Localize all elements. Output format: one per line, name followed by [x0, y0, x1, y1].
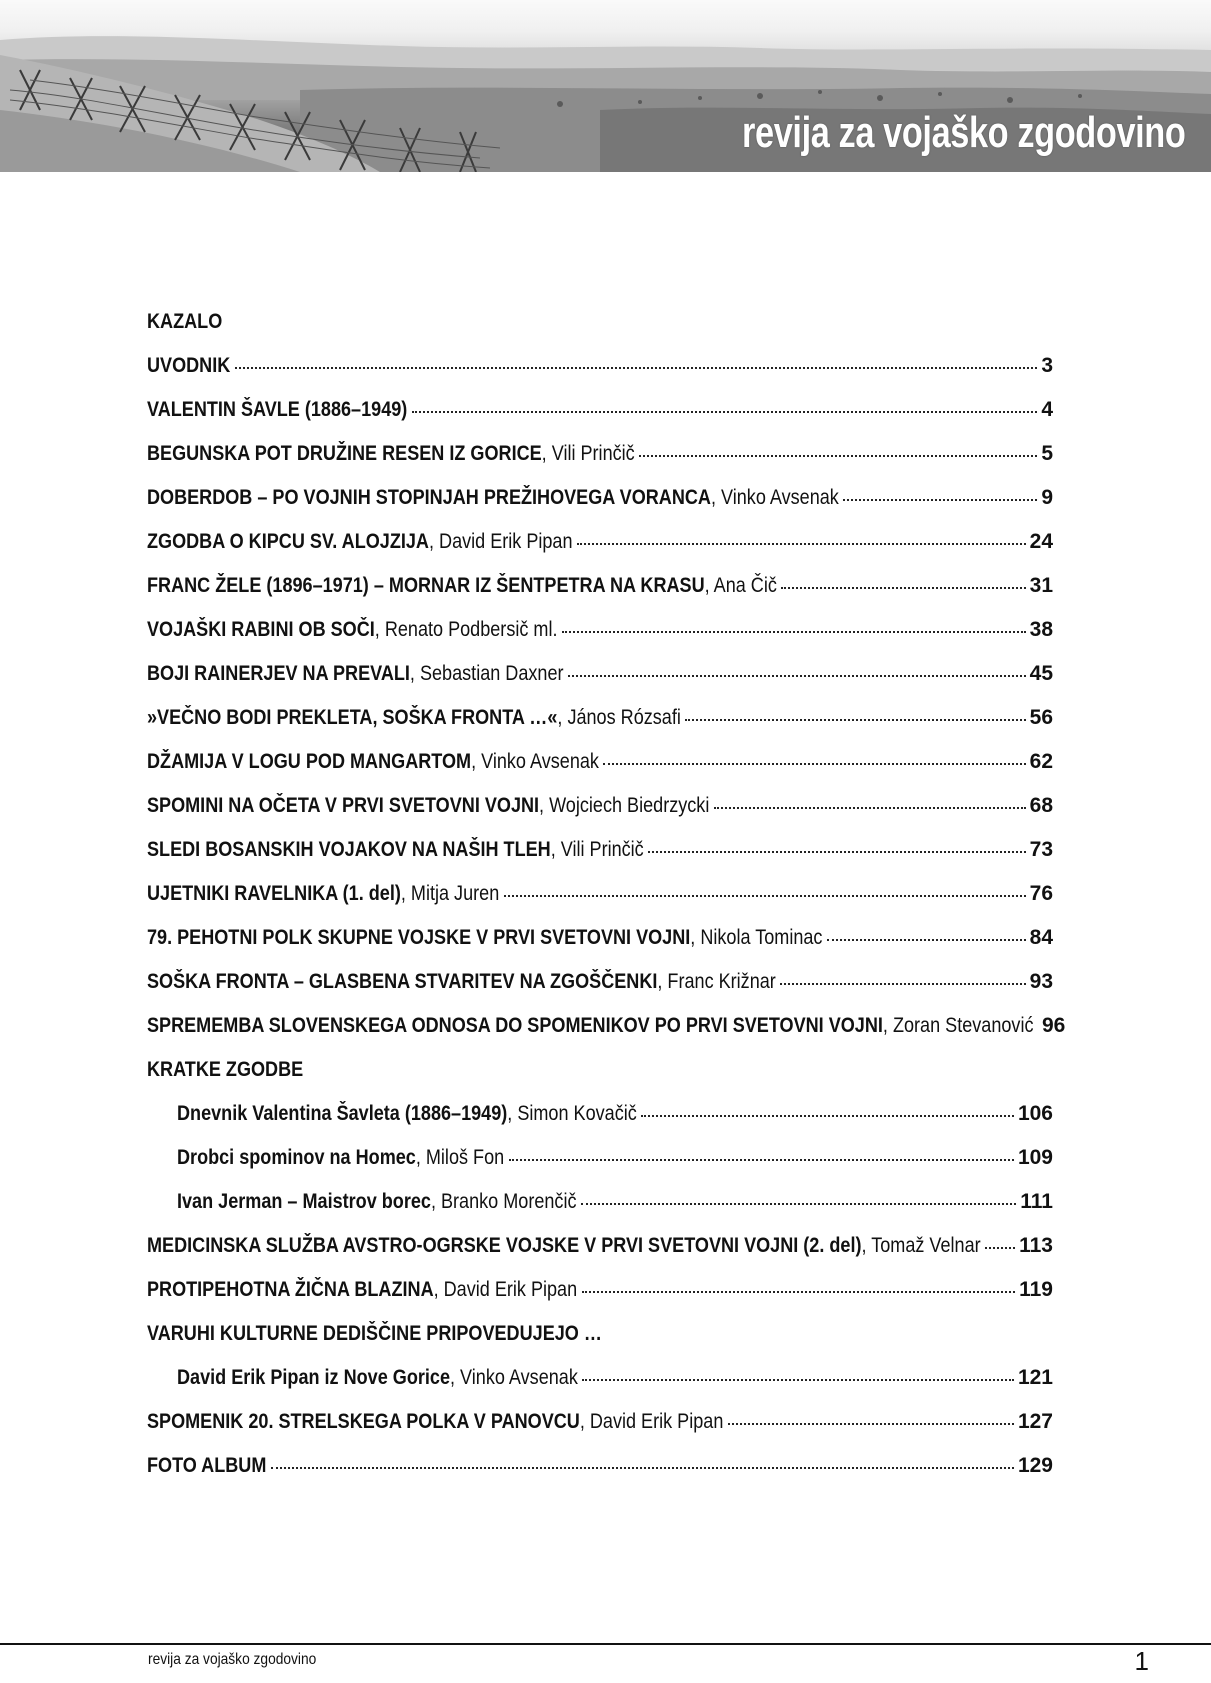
toc-entry-text-inner [147, 1319, 602, 1349]
page-number: 1 [1134, 1646, 1149, 1676]
toc-entry-author: , Branko Morenčič [430, 1190, 577, 1213]
toc-entry-author: , Vinko Avsenak [471, 750, 599, 773]
toc-entry-title: SOŠKA FRONTA – GLASBENA STVARITEV NA ZGOŠČENKI [147, 970, 658, 993]
toc-entry-page: 119 [1019, 1278, 1053, 1301]
toc-entry-title: KRATKE ZGODBE [147, 1058, 304, 1081]
toc-entry [147, 571, 1053, 615]
toc-entry-text-inner [147, 1275, 577, 1305]
toc-entry-author: , Tomaž Velnar [861, 1234, 981, 1257]
toc-entry-text-inner [147, 747, 599, 777]
toc-entry-text [147, 879, 500, 909]
toc-entry-text [147, 1231, 981, 1261]
toc-leader-dots [562, 631, 1026, 633]
toc-entry-title: SPOMENIK 20. STRELSKEGA POLKA V PANOVCU [147, 1410, 580, 1433]
toc-entry [147, 351, 1053, 395]
toc-entry-text-inner [147, 659, 564, 689]
toc-entry-text [147, 1055, 304, 1085]
toc-leader-dots [577, 543, 1026, 545]
toc-entry-title: PROTIPEHOTNA ŽIČNA BLAZINA [147, 1278, 434, 1301]
toc-leader-dots [781, 587, 1026, 589]
toc-entry-page: 96 [1042, 1014, 1066, 1037]
toc-entry-title: VOJAŠKI RABINI OB SOČI [147, 618, 375, 641]
toc-entry-page: 127 [1017, 1410, 1053, 1433]
toc-entry-page: 31 [1029, 574, 1053, 597]
toc-entry-text-inner [147, 527, 573, 557]
toc-entry-text [147, 615, 558, 645]
toc-entry-title: DOBERDOB – PO VOJNIH STOPINJAH PREŽIHOVEGA VORANCA [147, 486, 711, 509]
toc-entry [147, 1363, 1053, 1407]
toc-leader-dots [581, 1203, 1016, 1205]
toc-leader-dots [504, 895, 1026, 897]
toc-entry-title: UJETNIKI RAVELNIKA (1. del) [147, 882, 401, 905]
toc-entry-title: VALENTIN ŠAVLE (1886–1949) [147, 398, 408, 421]
toc-entry-text [147, 747, 599, 777]
toc-entry [147, 1143, 1053, 1187]
toc-entry [147, 1319, 1053, 1363]
toc-entry-author: , Sebastian Daxner [409, 662, 564, 685]
toc-entry-text [177, 1143, 505, 1173]
toc-entry-title: SPREMEMBA SLOVENSKEGA ODNOSA DO SPOMENIKOV PO PRVI SVETOVNI VOJNI [147, 1014, 883, 1037]
toc-entry-text [147, 1275, 578, 1305]
toc-entry-title: BEGUNSKA POT DRUŽINE RESEN IZ GORICE [147, 442, 542, 465]
toc-entry-title: Drobci spominov na Homec [177, 1146, 416, 1169]
toc-entry-author: , Vili Prinčič [541, 442, 635, 465]
toc-entry-page: 93 [1029, 970, 1053, 993]
toc-entry-page: 76 [1029, 882, 1053, 905]
toc-entry-text-inner [147, 1407, 723, 1437]
toc-entry-title: FOTO ALBUM [147, 1454, 267, 1477]
toc-entry-author: , Vinko Avsenak [710, 486, 839, 509]
toc-entry [147, 1055, 1053, 1099]
toc-entry [147, 527, 1053, 571]
toc-entry-title: »VEČNO BODI PREKLETA, SOŠKA FRONTA …« [147, 706, 558, 729]
toc-entry-author: , Simon Kovačič [507, 1102, 637, 1125]
toc-entry-author: , Miloš Fon [415, 1146, 505, 1169]
toc-leader-dots [582, 1291, 1015, 1293]
toc-entry [147, 747, 1053, 791]
toc-entry [147, 483, 1053, 527]
toc-entry-text [147, 1011, 1034, 1041]
toc-entry-text-inner [147, 439, 635, 469]
toc-entry [147, 703, 1053, 747]
toc-entry-page: 9 [1041, 486, 1053, 509]
toc-entry-page: 4 [1041, 398, 1053, 421]
toc-entry-title: FRANC ŽELE (1896–1971) – MORNAR IZ ŠENTPETRA NA KRASU [147, 574, 705, 597]
toc-leader-dots [509, 1159, 1014, 1161]
toc-entry-title: DŽAMIJA V LOGU POD MANGARTOM [147, 750, 472, 773]
toc-entry-text [147, 835, 644, 865]
toc-entry-author: , David Erik Pipan [433, 1278, 578, 1301]
toc-leader-dots [827, 939, 1026, 941]
toc-leader-dots [603, 763, 1026, 765]
toc-entry-title: SLEDI BOSANSKIH VOJAKOV NA NAŠIH TLEH [147, 838, 551, 861]
toc-entry [147, 1231, 1053, 1275]
toc-leader-dots [728, 1423, 1014, 1425]
toc-leader-dots [641, 1115, 1014, 1117]
toc-entry-author: , David Erik Pipan [579, 1410, 724, 1433]
toc-entry-page: 24 [1029, 530, 1053, 553]
toc-entry-text-inner [147, 1055, 303, 1085]
toc-entry-text [147, 439, 635, 469]
toc-entry-page: 68 [1029, 794, 1053, 817]
toc-leader-dots [639, 455, 1037, 457]
toc-leader-dots [714, 807, 1026, 809]
toc-entry-text [147, 967, 776, 997]
toc-entry-page: 73 [1029, 838, 1053, 861]
toc-entry-page: 84 [1029, 926, 1053, 949]
toc-entry-text-inner [147, 879, 499, 909]
toc-entry [147, 835, 1053, 879]
toc-entry [147, 1275, 1053, 1319]
toc-entry-page: 109 [1017, 1146, 1053, 1169]
toc-entry-author: , Renato Podbersič ml. [374, 618, 558, 641]
toc-entry-page: 5 [1041, 442, 1053, 465]
toc-entry-title: VARUHI KULTURNE DEDIŠČINE PRIPOVEDUJEJO … [147, 1322, 602, 1345]
toc-entry-title: ZGODBA O KIPCU SV. ALOJZIJA [147, 530, 429, 553]
toc-leader-dots [235, 367, 1037, 369]
toc-entry-text [147, 527, 573, 557]
toc-entry [147, 1011, 1066, 1055]
toc-entry-text [147, 483, 839, 513]
toc-entry-text-inner [147, 835, 644, 865]
toc-entry-text-inner [147, 483, 839, 513]
toc-entry-text-inner [147, 615, 557, 645]
toc-leader-dots [780, 983, 1026, 985]
toc-entry-text [147, 703, 681, 733]
toc-entry-author: , Vinko Avsenak [450, 1366, 578, 1389]
toc-entry-title: SPOMINI NA OČETA V PRVI SVETOVNI VOJNI [147, 794, 540, 817]
toc-entry-text [147, 1319, 602, 1349]
toc-entry-text [147, 791, 710, 821]
toc-entry-page: 106 [1017, 1102, 1053, 1125]
toc-entry [147, 1099, 1053, 1143]
toc-entry-page: 113 [1019, 1234, 1053, 1257]
toc-heading: KAZALO [147, 310, 223, 333]
toc-entry-author: , David Erik Pipan [428, 530, 573, 553]
toc-entry-text [147, 395, 408, 425]
toc-entry [147, 615, 1053, 659]
toc-entry-page: 111 [1020, 1190, 1053, 1213]
toc-entry [147, 395, 1053, 439]
toc-entry-text-inner [177, 1099, 637, 1129]
toc-entry [147, 439, 1053, 483]
toc-entry-title: Ivan Jerman – Maistrov borec [177, 1190, 431, 1213]
toc-entry [147, 923, 1053, 967]
toc-leader-dots [271, 1467, 1014, 1469]
toc-entry-text-inner [147, 1231, 981, 1261]
toc-entry-page: 62 [1029, 750, 1053, 773]
toc-leader-dots [568, 675, 1026, 677]
toc-entry-text [177, 1187, 577, 1217]
toc-entry-text [147, 659, 564, 689]
journal-title: revija za vojaško zgodovino [741, 108, 1185, 157]
toc-entry [147, 659, 1053, 703]
toc-entry-title: David Erik Pipan iz Nove Gorice [177, 1366, 451, 1389]
toc-entry-author: , Nikola Tominac [690, 926, 823, 949]
toc-entry-title: 79. PEHOTNI POLK SKUPNE VOJSKE V PRVI SVETOVNI VOJNI [147, 926, 691, 949]
toc-entry [147, 1451, 1053, 1495]
toc-entry-text-inner [147, 703, 681, 733]
toc-entry-text-inner [147, 395, 407, 425]
toc-entry-text-inner [147, 1011, 1033, 1041]
toc-leader-dots [412, 411, 1037, 413]
toc-leader-dots [843, 499, 1037, 501]
toc-entry-title: Dnevnik Valentina Šavleta (1886–1949) [177, 1102, 508, 1125]
toc-leader-dots [985, 1247, 1015, 1249]
toc-entry-text-inner [147, 351, 230, 381]
toc-entry [147, 791, 1053, 835]
toc-entry-title: MEDICINSKA SLUŽBA AVSTRO-OGRSKE VOJSKE V PRVI SVETOVNI VOJNI (2. del) [147, 1234, 862, 1257]
toc-entry-page: 56 [1029, 706, 1053, 729]
toc-entry [147, 1187, 1053, 1231]
toc-entry-author: , Wojciech Biedrzycki [539, 794, 710, 817]
toc-entry-text-inner [147, 923, 822, 953]
table-of-contents [147, 307, 1066, 1495]
footer-journal-name: revija za vojaško zgodovino [148, 1651, 317, 1668]
toc-entry-author: , Zoran Stevanović [882, 1014, 1034, 1037]
toc-entry-title: BOJI RAINERJEV NA PREVALI [147, 662, 410, 685]
toc-entry-text [147, 1451, 267, 1481]
toc-entry-page: 121 [1017, 1366, 1053, 1389]
toc-entry-text-inner [147, 1451, 266, 1481]
toc-entry-text-inner [177, 1363, 578, 1393]
toc-entry-text-inner [177, 1143, 504, 1173]
toc-entry [147, 967, 1053, 1011]
toc-entry-text-inner [147, 571, 777, 601]
toc-entry-author: , János Rózsafi [557, 706, 681, 729]
toc-entry-text-inner [177, 1187, 576, 1217]
toc-entry-title: UVODNIK [147, 354, 231, 377]
header-banner [0, 0, 1211, 172]
toc-entry-text-inner [147, 791, 709, 821]
toc-leader-dots [648, 851, 1026, 853]
toc-entry-text [147, 571, 777, 601]
toc-entry-page: 38 [1029, 618, 1053, 641]
toc-entry-author: , Ana Čič [704, 574, 777, 597]
toc-entry-text-inner [147, 967, 776, 997]
toc-entry [147, 1407, 1053, 1451]
toc-entry-page: 3 [1041, 354, 1053, 377]
footer-rule [0, 1643, 1211, 1645]
toc-entry-author: , Franc Križnar [657, 970, 776, 993]
toc-entry-author: , Vili Prinčič [550, 838, 644, 861]
toc-leader-dots [685, 719, 1026, 721]
toc-entry-page: 45 [1029, 662, 1053, 685]
toc-entry-text [147, 351, 231, 381]
toc-entry-text [147, 923, 823, 953]
toc-entry [147, 879, 1053, 923]
toc-entry-text [147, 1407, 724, 1437]
toc-entry-text [177, 1363, 578, 1393]
toc-entry-text [177, 1099, 637, 1129]
toc-entry-author: , Mitja Juren [400, 882, 500, 905]
toc-leader-dots [582, 1379, 1014, 1381]
toc-entry-page: 129 [1017, 1454, 1053, 1477]
